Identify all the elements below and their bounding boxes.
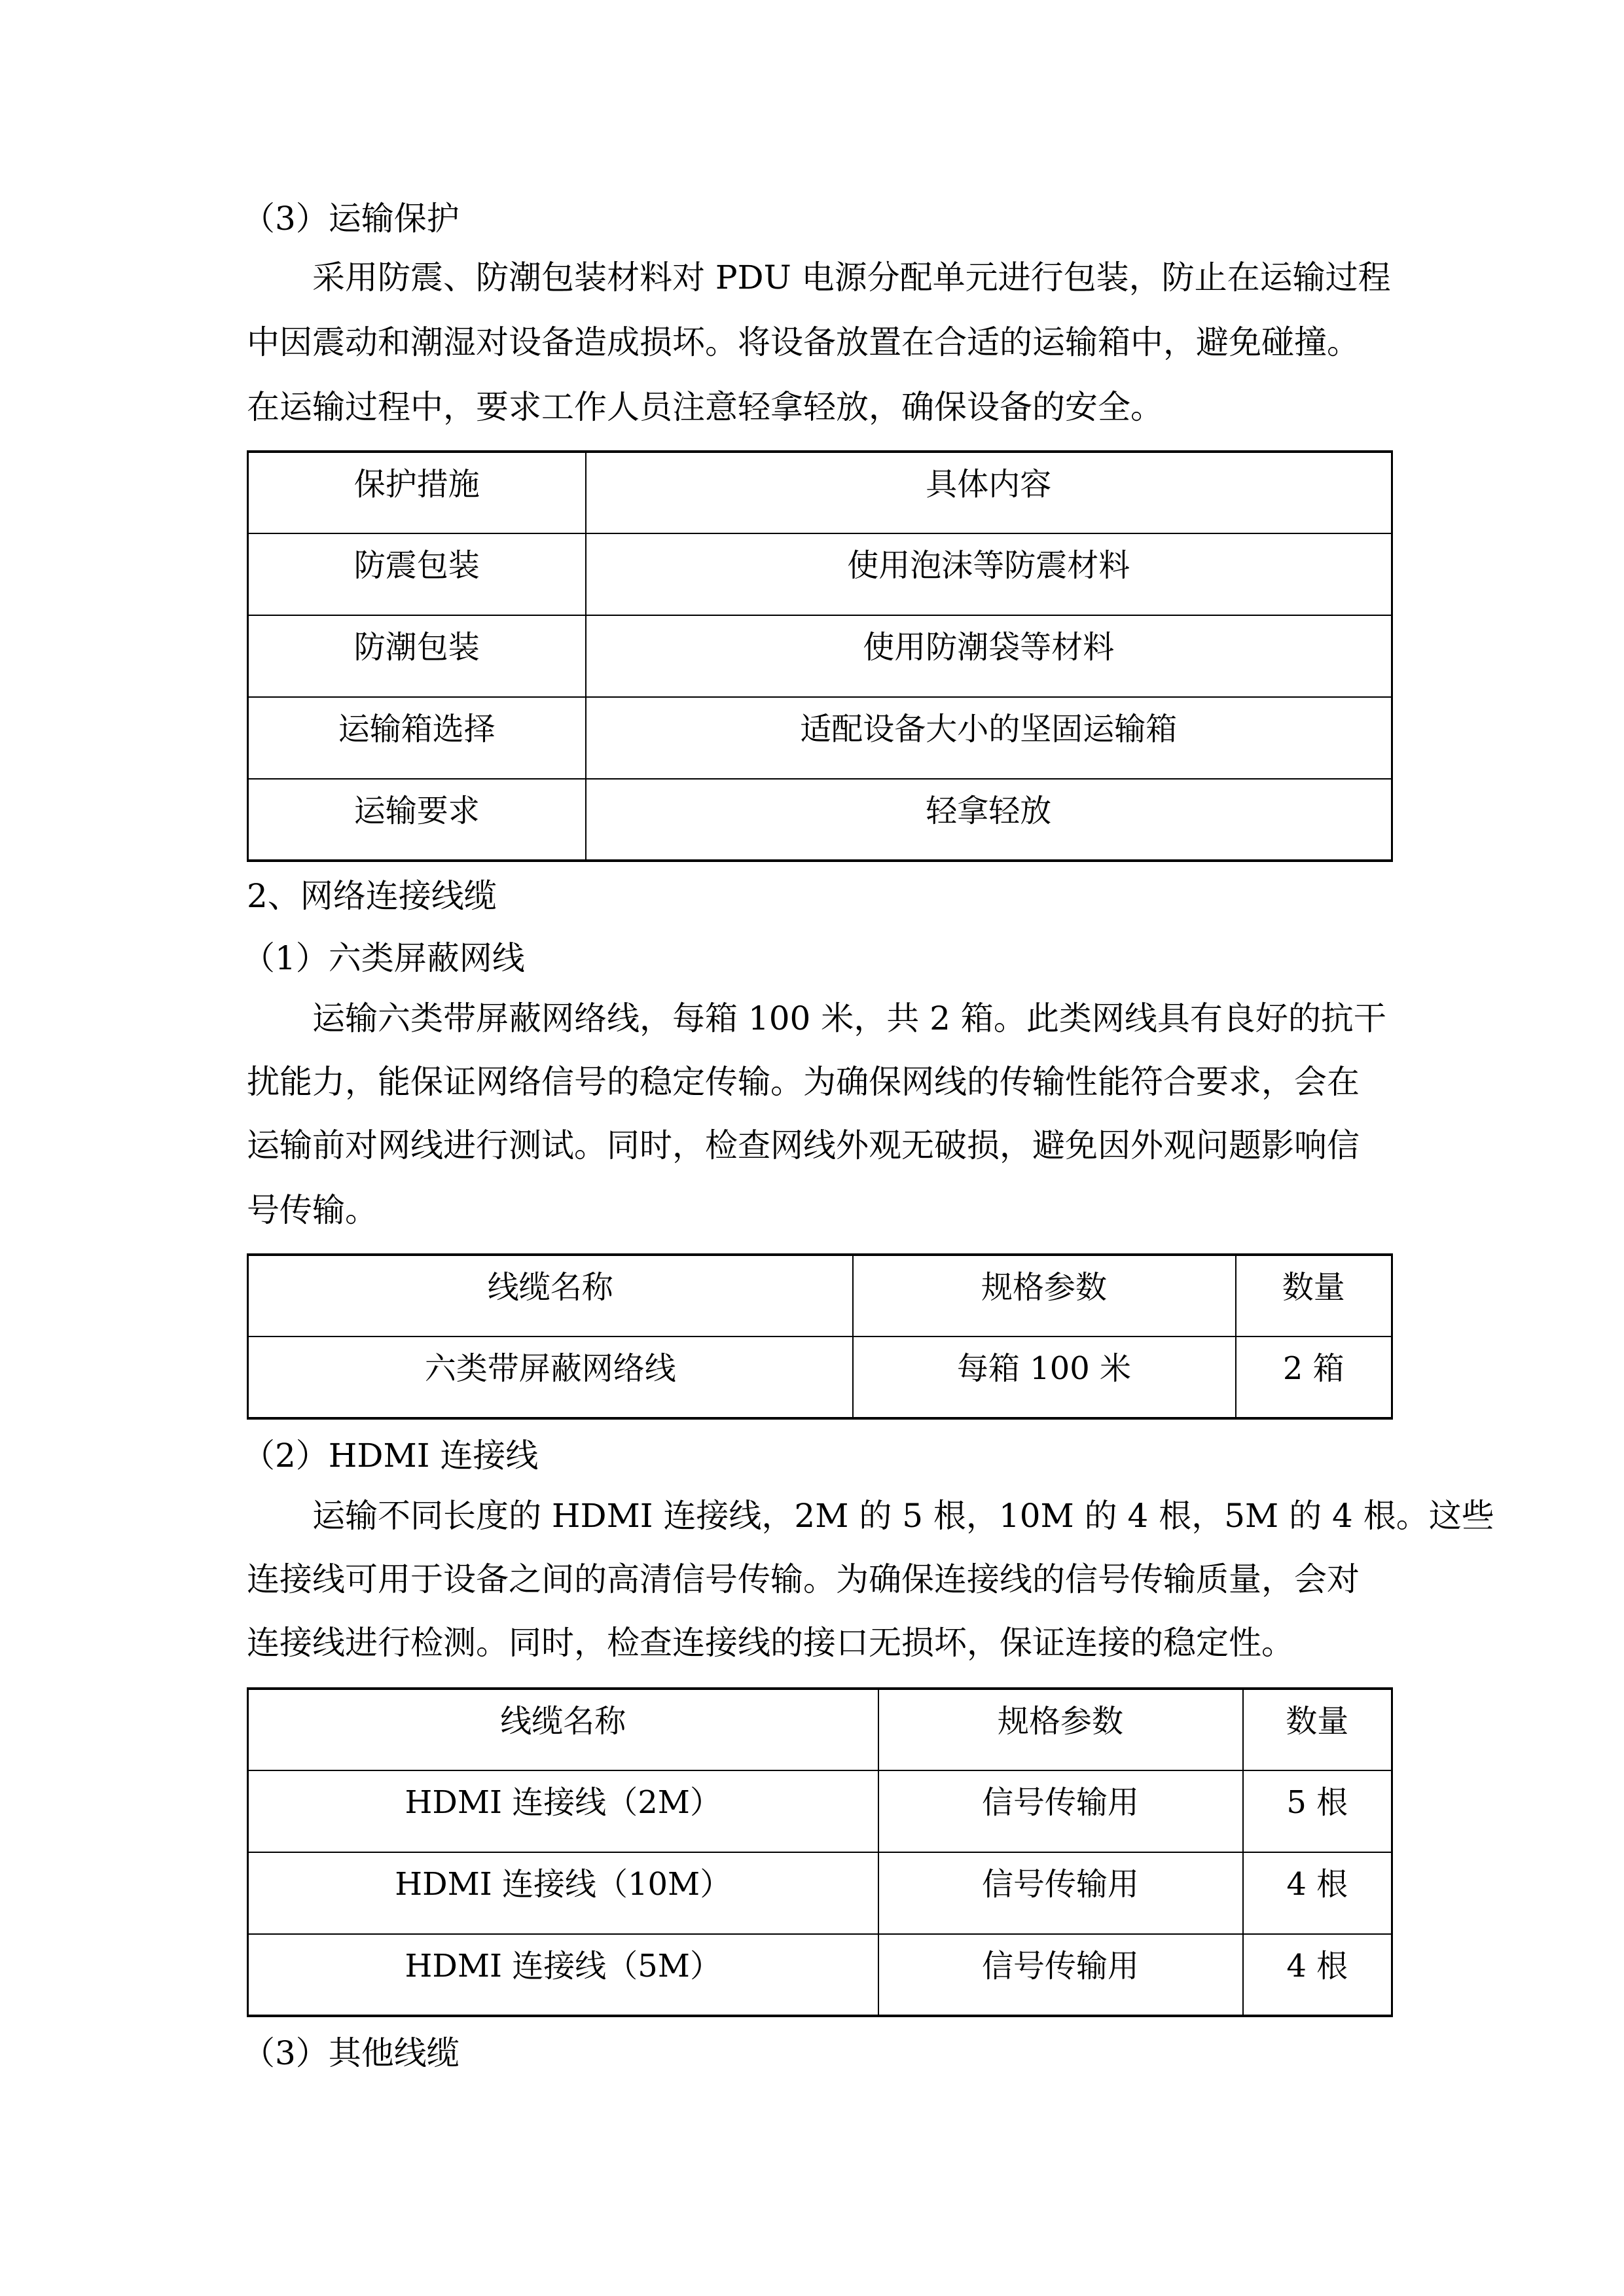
table-header-row	[248, 452, 1392, 533]
table-cell: HDMI 连接线（2M）	[248, 1770, 878, 1852]
table-cell: 4 根	[1243, 1852, 1392, 1934]
table-cell: HDMI 连接线（10M）	[248, 1852, 878, 1934]
table-cell: 防震包装	[248, 533, 586, 615]
cat6-heading: （1）六类屏蔽网线	[242, 939, 525, 977]
transport-paragraph-line: 中因震动和潮湿对设备造成损坏。将设备放置在合适的运输箱中，避免碰撞。	[247, 323, 1360, 361]
table-row	[248, 1770, 1392, 1852]
other-cables-heading: （3）其他线缆	[242, 2034, 460, 2072]
table-header-cell: 数量	[1236, 1255, 1392, 1336]
table-row	[248, 533, 1392, 615]
table-cell: 防潮包装	[248, 615, 586, 697]
cat6-paragraph-line: 号传输。	[247, 1191, 378, 1229]
table-cell: 5 根	[1243, 1770, 1392, 1852]
table-header-cell: 具体内容	[586, 452, 1392, 533]
table-cell: 每箱 100 米	[853, 1336, 1236, 1418]
cat6-table	[247, 1253, 1393, 1420]
table-row	[248, 615, 1392, 697]
cat6-paragraph-line: 运输前对网线进行测试。同时，检查网线外观无破损，避免因外观问题影响信	[247, 1126, 1360, 1164]
table-header-cell: 规格参数	[853, 1255, 1236, 1336]
table-cell: 使用泡沫等防震材料	[586, 533, 1392, 615]
table-header-cell: 数量	[1243, 1689, 1392, 1770]
table-row	[248, 1852, 1392, 1934]
table-cell: 轻拿轻放	[586, 779, 1392, 861]
table-header-cell: 规格参数	[878, 1689, 1243, 1770]
cat6-paragraph-line: 运输六类带屏蔽网络线，每箱 100 米，共 2 箱。此类网线具有良好的抗干	[312, 999, 1386, 1037]
table-cell: 信号传输用	[878, 1770, 1243, 1852]
table-header-cell: 线缆名称	[248, 1255, 853, 1336]
table-row	[248, 779, 1392, 861]
table-header-cell: 保护措施	[248, 452, 586, 533]
transport-protection-heading: （3）运输保护	[242, 200, 460, 238]
table-header-row	[248, 1689, 1392, 1770]
table-row	[248, 1934, 1392, 2016]
hdmi-table	[247, 1687, 1393, 2017]
hdmi-paragraph-line: 连接线可用于设备之间的高清信号传输。为确保连接线的信号传输质量，会对	[247, 1560, 1360, 1598]
table-cell: 六类带屏蔽网络线	[248, 1336, 853, 1418]
table-cell: 适配设备大小的坚固运输箱	[586, 697, 1392, 779]
table-cell: 2 箱	[1236, 1336, 1392, 1418]
transport-protection-table	[247, 450, 1393, 862]
table-row	[248, 1336, 1392, 1418]
table-row	[248, 697, 1392, 779]
table-cell: HDMI 连接线（5M）	[248, 1934, 878, 2016]
table-header-row	[248, 1255, 1392, 1336]
table-cell: 使用防潮袋等材料	[586, 615, 1392, 697]
transport-paragraph-line: 在运输过程中，要求工作人员注意轻拿轻放，确保设备的安全。	[247, 388, 1163, 426]
transport-paragraph-line: 采用防震、防潮包装材料对 PDU 电源分配单元进行包装，防止在运输过程	[312, 259, 1391, 296]
table-header-cell: 线缆名称	[248, 1689, 878, 1770]
hdmi-heading: （2）HDMI 连接线	[242, 1437, 539, 1475]
network-cables-heading: 2、网络连接线缆	[247, 877, 497, 915]
table-cell: 4 根	[1243, 1934, 1392, 2016]
hdmi-paragraph-line: 运输不同长度的 HDMI 连接线，2M 的 5 根，10M 的 4 根，5M 的 4 根。这些	[312, 1497, 1494, 1535]
hdmi-paragraph-line: 连接线进行检测。同时，检查连接线的接口无损坏，保证连接的稳定性。	[247, 1624, 1294, 1662]
cat6-paragraph-line: 扰能力，能保证网络信号的稳定传输。为确保网线的传输性能符合要求，会在	[247, 1063, 1360, 1101]
table-cell: 信号传输用	[878, 1934, 1243, 2016]
table-cell: 信号传输用	[878, 1852, 1243, 1934]
table-cell: 运输箱选择	[248, 697, 586, 779]
table-cell: 运输要求	[248, 779, 586, 861]
